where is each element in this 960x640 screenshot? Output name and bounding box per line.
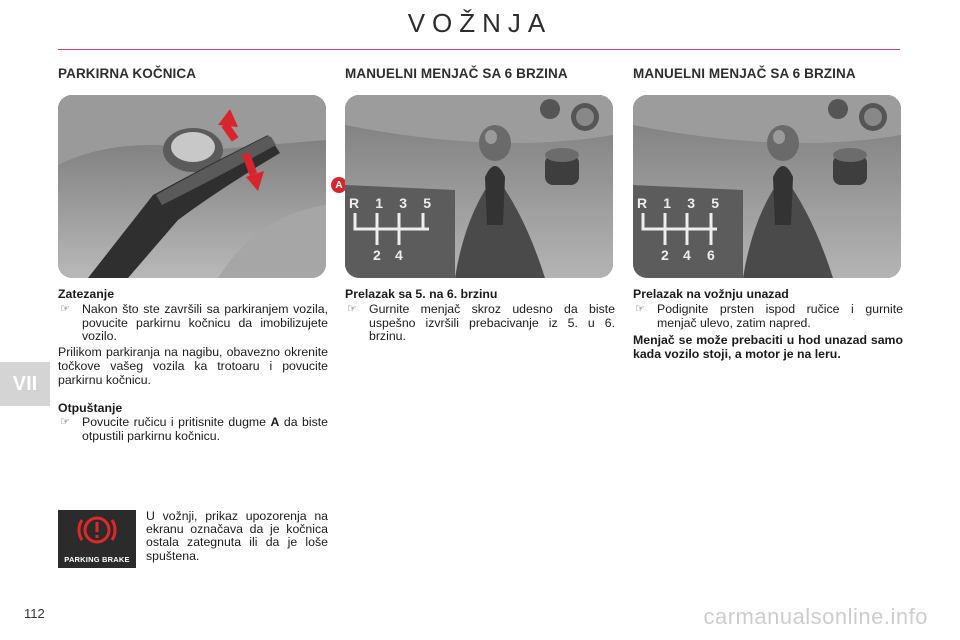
watermark: carmanualsonline.info	[703, 604, 928, 629]
parking-brake-warning	[58, 510, 328, 570]
section-heading-gearbox: MANUELNI MENJAČ SA 6 BRZINA	[345, 66, 568, 81]
gearbox-photo	[345, 95, 613, 278]
tighten-bullet	[58, 303, 328, 344]
release-bullet	[58, 416, 328, 444]
parking-brake-text	[58, 288, 328, 444]
parking-brake-photo: A	[58, 95, 326, 278]
gear-label: 4	[395, 247, 403, 263]
release-bullet-pre: Povucite ručicu i pritisnite dugme	[82, 415, 266, 430]
reverse-heading: Prelazak na vožnju unazad	[633, 287, 789, 301]
release-bullet-text	[82, 416, 328, 444]
gearbox-5-6-text	[345, 288, 615, 344]
gear-label: 1	[663, 195, 672, 211]
section-heading-gearbox-reverse: MANUELNI MENJAČ SA 6 BRZINA	[633, 66, 856, 81]
release-heading: Otpuštanje	[58, 400, 123, 415]
gear-label: 4	[683, 247, 691, 263]
parking-brake-section	[58, 66, 343, 444]
section-heading-parking-brake: PARKIRNA KOČNICA	[58, 66, 197, 81]
gear-label: 1	[375, 195, 384, 211]
gearbox-reverse-text	[633, 288, 903, 362]
gear-label: 6	[707, 247, 715, 263]
page-title: VOŽNJA	[407, 8, 553, 38]
reverse-note: Menjač se može prebaciti u hod unazad samo kada vozilo stoji, a motor je na leru.	[633, 333, 903, 362]
page-number: 112	[24, 606, 45, 621]
tighten-bullet-text: Nakon što ste završili sa parkiranjem vozila, povucite parkirnu kočnicu da imobilizujete vozilo.	[82, 301, 328, 344]
warning-text: U vožnji, prikaz upozorenja na ekranu označava da je kočnica ostala zategnuta ili da je loše spuštena.	[146, 509, 328, 563]
chapter-tab[interactable]: VII	[0, 362, 50, 406]
pointing-hand-icon: ☞	[60, 416, 70, 429]
tighten-heading: Zatezanje	[58, 287, 115, 301]
gear-label: 3	[687, 195, 696, 211]
gearbox-reverse-photo	[633, 95, 901, 278]
release-bullet-post: da biste otpustili parkirnu kočnicu.	[82, 415, 328, 444]
gear-label: 5	[711, 195, 719, 211]
gear-label: R	[349, 195, 360, 211]
gearbox-section-reverse	[633, 66, 903, 362]
shift-5-6-bullet	[345, 303, 615, 344]
gear-label: R	[637, 195, 648, 211]
parking-brake-warning-icon	[58, 510, 136, 568]
pointing-hand-icon: ☞	[60, 302, 70, 315]
gearbox-section-5-6	[345, 66, 615, 344]
gear-label: 2	[373, 247, 381, 263]
gear-pattern-overlay	[349, 195, 435, 275]
release-bullet-button-name: A	[270, 415, 280, 430]
reverse-bullet-text: Podignite prsten ispod ručice i gurnite menjač ulevo, zatim napred.	[657, 301, 903, 330]
title-divider	[58, 49, 900, 50]
gear-pattern-overlay	[637, 195, 723, 275]
gear-label: 3	[399, 195, 408, 211]
shift-5-6-bullet-text: Gurnite menjač skroz udesno da biste uspešno izvršili prebacivanje iz 5. u 6. brzinu.	[369, 301, 615, 344]
pointing-hand-icon: ☞	[347, 302, 357, 315]
shift-5-6-heading: Prelazak sa 5. na 6. brzinu	[345, 287, 498, 301]
warning-label: PARKING BRAKE	[64, 555, 130, 564]
gear-label: 2	[661, 247, 669, 263]
gear-label: 5	[423, 195, 431, 211]
pointing-hand-icon: ☞	[635, 302, 645, 315]
reverse-bullet	[633, 303, 903, 331]
tighten-paragraph: Prilikom parkiranja na nagibu, obavezno okrenite točkove vašeg vozila ka trotoaru i povucite parkirnu kočnicu.	[58, 345, 328, 387]
